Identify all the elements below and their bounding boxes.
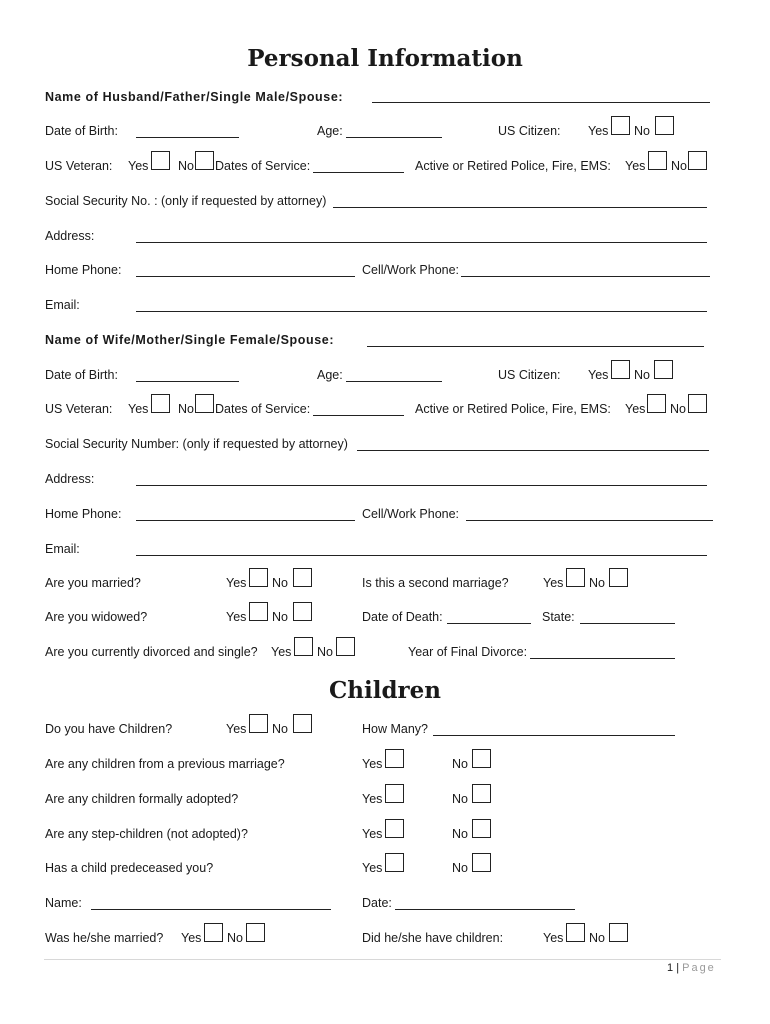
husband-age-field[interactable] bbox=[346, 137, 442, 138]
was-married-yes-checkbox[interactable] bbox=[204, 923, 223, 942]
no-label: No bbox=[227, 931, 243, 945]
child-name-field[interactable] bbox=[91, 909, 331, 910]
widowed-label: Are you widowed? bbox=[45, 610, 148, 624]
yes-label: Yes bbox=[362, 827, 383, 841]
final-divorce-field[interactable] bbox=[530, 658, 675, 659]
adopted-yes-checkbox[interactable] bbox=[385, 784, 404, 803]
married-yes-checkbox[interactable] bbox=[249, 568, 268, 587]
yes-label: Yes bbox=[362, 792, 383, 806]
second-marriage-yes-checkbox[interactable] bbox=[566, 568, 585, 587]
husband-citizen-label: US Citizen: bbox=[498, 124, 561, 138]
no-label: No bbox=[452, 792, 468, 806]
no-label: No bbox=[272, 722, 288, 736]
no-label: No bbox=[178, 402, 194, 416]
death-date-label: Date of Death: bbox=[362, 610, 443, 624]
page-footer bbox=[667, 962, 716, 974]
predeceased-no-checkbox[interactable] bbox=[472, 853, 491, 872]
husband-home-label: Home Phone: bbox=[45, 263, 122, 277]
was-married-label: Was he/she married? bbox=[45, 931, 164, 945]
wife-service-label: Dates of Service: bbox=[215, 402, 311, 416]
wife-police-no-checkbox[interactable] bbox=[688, 394, 707, 413]
husband-veteran-no-checkbox[interactable] bbox=[195, 151, 214, 170]
widowed-yes-checkbox[interactable] bbox=[249, 602, 268, 621]
adopted-label: Are any children formally adopted? bbox=[45, 792, 239, 806]
yes-label: Yes bbox=[543, 576, 564, 590]
wife-citizen-label: US Citizen: bbox=[498, 368, 561, 382]
husband-veteran-yes-checkbox[interactable] bbox=[151, 151, 170, 170]
state-field[interactable] bbox=[580, 623, 675, 624]
husband-email-field[interactable] bbox=[136, 311, 707, 312]
yes-label: Yes bbox=[271, 645, 292, 659]
wife-veteran-label: US Veteran: bbox=[45, 402, 113, 416]
had-children-no-checkbox[interactable] bbox=[609, 923, 628, 942]
wife-service-field[interactable] bbox=[313, 415, 404, 416]
husband-address-field[interactable] bbox=[136, 242, 707, 243]
yes-label: Yes bbox=[226, 722, 247, 736]
wife-address-label: Address: bbox=[45, 472, 95, 486]
children-title: Children bbox=[328, 677, 442, 704]
husband-cell-field[interactable] bbox=[461, 276, 710, 277]
was-married-no-checkbox[interactable] bbox=[246, 923, 265, 942]
no-label: No bbox=[452, 861, 468, 875]
husband-police-yes-checkbox[interactable] bbox=[648, 151, 667, 170]
husband-service-label: Dates of Service: bbox=[215, 159, 311, 173]
child-date-label: Date: bbox=[362, 896, 392, 910]
page-separator: | bbox=[676, 962, 680, 974]
no-label: No bbox=[452, 757, 468, 771]
second-marriage-label: Is this a second marriage? bbox=[362, 576, 509, 590]
no-label: No bbox=[634, 368, 650, 382]
no-label: No bbox=[634, 124, 650, 138]
wife-ssn-field[interactable] bbox=[357, 450, 709, 451]
wife-citizen-yes-checkbox[interactable] bbox=[611, 360, 630, 379]
husband-address-label: Address: bbox=[45, 229, 95, 243]
wife-cell-field[interactable] bbox=[466, 520, 713, 521]
adopted-no-checkbox[interactable] bbox=[472, 784, 491, 803]
husband-home-field[interactable] bbox=[136, 276, 355, 277]
yes-label: Yes bbox=[588, 124, 609, 138]
wife-age-field[interactable] bbox=[346, 381, 442, 382]
wife-age-label: Age: bbox=[317, 368, 343, 382]
footer-divider bbox=[44, 959, 721, 960]
no-label: No bbox=[272, 576, 288, 590]
yes-label: Yes bbox=[362, 757, 383, 771]
no-label: No bbox=[317, 645, 333, 659]
step-children-yes-checkbox[interactable] bbox=[385, 819, 404, 838]
yes-label: Yes bbox=[128, 159, 149, 173]
child-name-label: Name: bbox=[45, 896, 82, 910]
husband-dob-label: Date of Birth: bbox=[45, 124, 118, 138]
widowed-no-checkbox[interactable] bbox=[293, 602, 312, 621]
step-children-label: Are any step-children (not adopted)? bbox=[45, 827, 248, 841]
wife-home-field[interactable] bbox=[136, 520, 355, 521]
husband-service-field[interactable] bbox=[313, 172, 404, 173]
yes-label: Yes bbox=[588, 368, 609, 382]
yes-label: Yes bbox=[362, 861, 383, 875]
yes-label: Yes bbox=[625, 159, 646, 173]
step-children-no-checkbox[interactable] bbox=[472, 819, 491, 838]
husband-citizen-no-checkbox[interactable] bbox=[655, 116, 674, 135]
page-number: 1 bbox=[667, 962, 674, 974]
wife-address-field[interactable] bbox=[136, 485, 707, 486]
husband-heading: Name of Husband/Father/Single Male/Spouse: bbox=[45, 90, 344, 104]
wife-dob-field[interactable] bbox=[136, 381, 239, 382]
married-label: Are you married? bbox=[45, 576, 141, 590]
husband-citizen-yes-checkbox[interactable] bbox=[611, 116, 630, 135]
yes-label: Yes bbox=[625, 402, 646, 416]
had-children-label: Did he/she have children: bbox=[362, 931, 504, 945]
no-label: No bbox=[589, 931, 605, 945]
wife-name-field[interactable] bbox=[367, 346, 704, 347]
second-marriage-no-checkbox[interactable] bbox=[609, 568, 628, 587]
husband-ssn-label: Social Security No. : (only if requested by attorney) bbox=[45, 194, 327, 208]
husband-email-label: Email: bbox=[45, 298, 80, 312]
previous-marriage-no-checkbox[interactable] bbox=[472, 749, 491, 768]
divorced-label: Are you currently divorced and single? bbox=[45, 645, 258, 659]
wife-citizen-no-checkbox[interactable] bbox=[654, 360, 673, 379]
page-word: Page bbox=[682, 962, 716, 974]
wife-veteran-no-checkbox[interactable] bbox=[195, 394, 214, 413]
predeceased-label: Has a child predeceased you? bbox=[45, 861, 214, 875]
previous-marriage-yes-checkbox[interactable] bbox=[385, 749, 404, 768]
yes-label: Yes bbox=[181, 931, 202, 945]
wife-veteran-yes-checkbox[interactable] bbox=[151, 394, 170, 413]
death-date-field[interactable] bbox=[447, 623, 531, 624]
yes-label: Yes bbox=[543, 931, 564, 945]
husband-ssn-field[interactable] bbox=[333, 207, 707, 208]
husband-dob-field[interactable] bbox=[136, 137, 239, 138]
wife-police-label: Active or Retired Police, Fire, EMS: bbox=[415, 402, 611, 416]
yes-label: Yes bbox=[226, 610, 247, 624]
wife-cell-label: Cell/Work Phone: bbox=[362, 507, 460, 521]
page-title: Personal Information bbox=[247, 45, 523, 72]
no-label: No bbox=[670, 402, 686, 416]
no-label: No bbox=[272, 610, 288, 624]
wife-heading: Name of Wife/Mother/Single Female/Spouse: bbox=[45, 333, 335, 347]
wife-email-label: Email: bbox=[45, 542, 80, 556]
yes-label: Yes bbox=[226, 576, 247, 590]
had-children-yes-checkbox[interactable] bbox=[566, 923, 585, 942]
no-label: No bbox=[178, 159, 194, 173]
wife-email-field[interactable] bbox=[136, 555, 707, 556]
have-children-label: Do you have Children? bbox=[45, 722, 173, 736]
no-label: No bbox=[671, 159, 687, 173]
husband-veteran-label: US Veteran: bbox=[45, 159, 113, 173]
yes-label: Yes bbox=[128, 402, 149, 416]
predeceased-yes-checkbox[interactable] bbox=[385, 853, 404, 872]
husband-name-field[interactable] bbox=[372, 102, 710, 103]
wife-home-label: Home Phone: bbox=[45, 507, 122, 521]
how-many-field[interactable] bbox=[433, 735, 675, 736]
divorced-no-checkbox[interactable] bbox=[336, 637, 355, 656]
husband-cell-label: Cell/Work Phone: bbox=[362, 263, 460, 277]
previous-marriage-label: Are any children from a previous marriage? bbox=[45, 757, 285, 771]
child-date-field[interactable] bbox=[395, 909, 575, 910]
married-no-checkbox[interactable] bbox=[293, 568, 312, 587]
how-many-label: How Many? bbox=[362, 722, 428, 736]
husband-age-label: Age: bbox=[317, 124, 343, 138]
divorced-yes-checkbox[interactable] bbox=[294, 637, 313, 656]
husband-police-label: Active or Retired Police, Fire, EMS: bbox=[415, 159, 611, 173]
wife-police-yes-checkbox[interactable] bbox=[647, 394, 666, 413]
no-label: No bbox=[452, 827, 468, 841]
wife-dob-label: Date of Birth: bbox=[45, 368, 118, 382]
no-label: No bbox=[589, 576, 605, 590]
have-children-yes-checkbox[interactable] bbox=[249, 714, 268, 733]
state-label: State: bbox=[542, 610, 575, 624]
have-children-no-checkbox[interactable] bbox=[293, 714, 312, 733]
final-divorce-label: Year of Final Divorce: bbox=[408, 645, 528, 659]
husband-police-no-checkbox[interactable] bbox=[688, 151, 707, 170]
wife-ssn-label: Social Security Number: (only if requested by attorney) bbox=[45, 437, 348, 451]
